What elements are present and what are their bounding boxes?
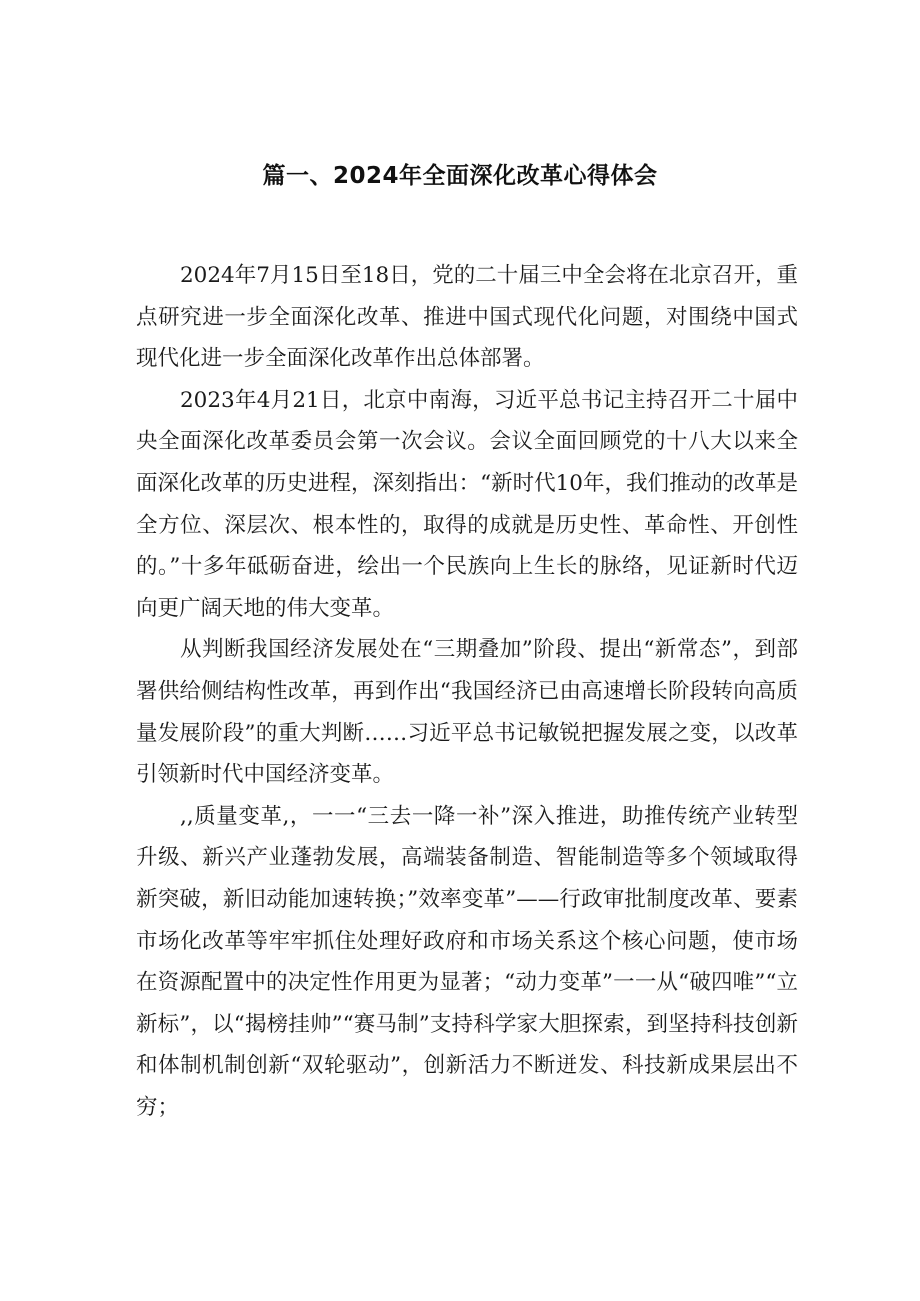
paragraph-4: ,,质量变革,，一一“三去一降一补”深入推进，助推传统产业转型升级、新兴产业蓬勃发展，高端装备制造、智能制造等多个领域取得新突破，新旧动能加速转换；”效率变革”——行政审批制度改革、要素市场化改革等牢牢抓住处理好政府和市场关系这个核心问题，使市场在资源配置中的决定性作用更为显著；“动力变革”一一从“破四唯”“立新标”，以“揭榜挂帅”“赛马制”支持科学家大胆探索，到坚持科技创新和体制机制创新“双轮驱动”，创新活力不断迸发、科技新成果层出不穷； [136,803,798,1120]
document-title: 篇一、2024年全面深化改革心得体会 [262,163,658,189]
paragraph-1: 2024年7月15日至18日，党的二十届三中全会将在北京召开，重点研究进一步全面深化改革、推进中国式现代化问题，对围绕中国式现代化进一步全面深化改革作出总体部署。 [136,263,798,372]
paragraph-3: 从判断我国经济发展处在“三期叠加”阶段、提出“新常态”，到部署供给侧结构性改革，再到作出“我国经济已由高速增长阶段转向高质量发展阶段”的重大判断……习近平总书记敏锐把握发展之变，以改革引领新时代中国经济变革。 [136,637,798,788]
document-body [136,255,798,1128]
paragraph-2: 2023年4月21日，北京中南海，习近平总书记主持召开二十届中央全面深化改革委员会第一次会议。会议全面回顾党的十八大以来全面深化改革的历史进程，深刻指出：“新时代10年，我们推动的改革是全方位、深层次、根本性的，取得的成就是历史性、革命性、开创性的。”十多年砥砺奋进，绘出一个民族向上生长的脉络，见证新时代迈向更广阔天地的伟大变革。 [136,387,798,621]
